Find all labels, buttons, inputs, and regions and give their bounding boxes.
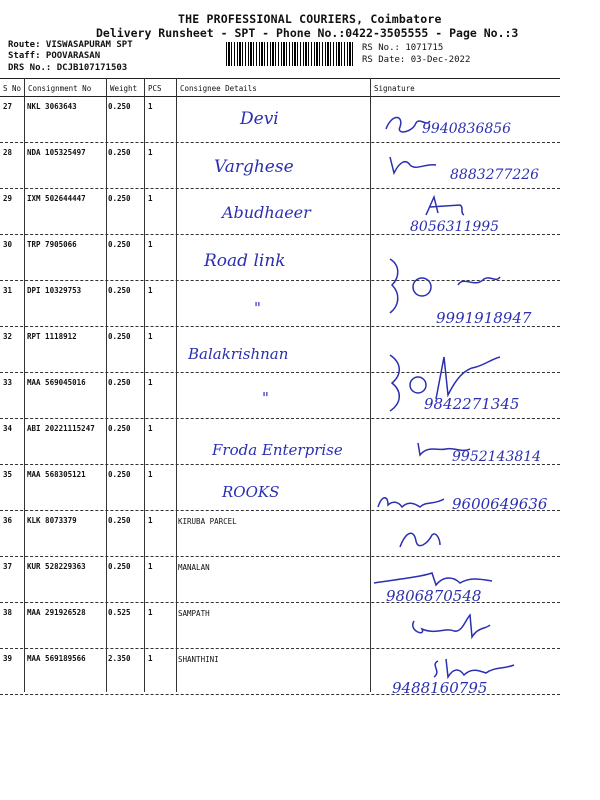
signature-scribble: [396, 525, 442, 553]
handwritten-consignee: Varghese: [214, 157, 294, 177]
route-label: Route: VISWASAPURAM SPT: [8, 40, 133, 50]
row-consignment: TRP 7905066: [27, 240, 77, 249]
row-pcs: 1: [148, 102, 153, 111]
staff-label: Staff: POOVARASAN: [8, 51, 101, 61]
signature-scribble: [428, 655, 518, 681]
row-weight: 0.250: [108, 516, 131, 525]
table-row: [0, 419, 560, 465]
row-consignee: KIRUBA PARCEL: [178, 517, 237, 526]
row-weight: 0.250: [108, 332, 131, 341]
row-sno: 30: [3, 240, 13, 249]
col-sno: S No: [3, 84, 22, 93]
signature-scribble: [386, 151, 438, 177]
col-consignment: Consignment No: [28, 84, 92, 93]
barcode: [226, 42, 354, 66]
handwritten-consignee: Road link: [204, 251, 286, 271]
handwritten-consignee: Froda Enterprise: [212, 441, 343, 459]
table-row: [0, 557, 560, 603]
row-pcs: 1: [148, 516, 153, 525]
row-sno: 38: [3, 608, 13, 617]
row-weight: 0.250: [108, 286, 131, 295]
signature-phone: 9806870548: [386, 587, 482, 605]
row-consignment: ABI 20221115247: [27, 424, 95, 433]
row-weight: 0.250: [108, 562, 131, 571]
signature-scribble: [420, 193, 466, 219]
row-consignment: KUR 528229363: [27, 562, 86, 571]
row-weight: 0.250: [108, 194, 131, 203]
row-consignment: MAA 569189566: [27, 654, 86, 663]
table-row: [0, 143, 560, 189]
signature-scribble: [406, 611, 492, 645]
signature-scribble: [370, 565, 496, 589]
row-consignment: NKL 3063643: [27, 102, 77, 111]
row-pcs: 1: [148, 332, 153, 341]
row-pcs: 1: [148, 608, 153, 617]
table-row: [0, 511, 560, 557]
table-row: [0, 649, 560, 695]
row-consignee: SAMPATH: [178, 609, 210, 618]
row-sno: 34: [3, 424, 13, 433]
row-weight: 0.250: [108, 470, 131, 479]
handwritten-consignee: Balakrishnan: [188, 345, 289, 363]
handwritten-consignee: ": [262, 389, 269, 407]
row-pcs: 1: [148, 470, 153, 479]
col-consignee: Consignee Details: [180, 84, 257, 93]
row-consignment: KLK 8073379: [27, 516, 77, 525]
row-weight: 0.250: [108, 102, 131, 111]
row-sno: 36: [3, 516, 13, 525]
signature-phone: 9991918947: [436, 309, 532, 327]
signature-phone: 9940836856: [422, 121, 512, 137]
row-pcs: 1: [148, 286, 153, 295]
signature-phone: 8056311995: [410, 219, 500, 235]
row-sno: 33: [3, 378, 13, 387]
handwritten-consignee: Abudhaeer: [222, 203, 311, 222]
handwritten-consignee: ROOKS: [222, 483, 280, 501]
row-weight: 0.250: [108, 424, 131, 433]
table-row: [0, 465, 560, 511]
handwritten-consignee: ": [254, 299, 261, 317]
table-row: [0, 97, 560, 143]
row-weight: 0.250: [108, 240, 131, 249]
table-top-rule: [0, 78, 560, 79]
row-pcs: 1: [148, 378, 153, 387]
row-sno: 37: [3, 562, 13, 571]
row-pcs: 1: [148, 562, 153, 571]
signature-phone: 9488160795: [392, 679, 488, 697]
row-pcs: 1: [148, 654, 153, 663]
signature-phone: 8883277226: [450, 167, 540, 183]
row-consignment: RPT 1118912: [27, 332, 77, 341]
row-weight: 2.350: [108, 654, 131, 663]
col-pcs: PCS: [148, 84, 162, 93]
table-row: [0, 189, 560, 235]
row-consignee: MANALAN: [178, 563, 210, 572]
row-sno: 39: [3, 654, 13, 663]
rs-date: RS Date: 03-Dec-2022: [362, 55, 471, 65]
col-signature: Signature: [374, 84, 415, 93]
row-sno: 32: [3, 332, 13, 341]
row-sno: 28: [3, 148, 13, 157]
row-consignment: NDA 105325497: [27, 148, 86, 157]
row-consignment: MAA 569045016: [27, 378, 86, 387]
row-pcs: 1: [148, 424, 153, 433]
drs-label: DRS No.: DCJB107171503: [8, 63, 128, 73]
table-row: [0, 281, 560, 327]
col-weight: Weight: [110, 84, 138, 93]
handwritten-consignee: Devi: [240, 109, 279, 129]
row-consignee: SHANTHINI: [178, 655, 219, 664]
row-weight: 0.250: [108, 378, 131, 387]
row-pcs: 1: [148, 148, 153, 157]
runsheet-subtitle: Delivery Runsheet - SPT - Phone No.:0422-3505555 - Page No.:3: [96, 26, 519, 40]
row-weight: 0.250: [108, 148, 131, 157]
row-sno: 29: [3, 194, 13, 203]
company-title: THE PROFESSIONAL COURIERS, Coimbatore: [178, 12, 442, 26]
row-consignment: MAA 291926528: [27, 608, 86, 617]
signature-phone: 9952143814: [452, 449, 542, 465]
rs-number: RS No.: 1071715: [362, 43, 444, 53]
row-consignment: MAA 568305121: [27, 470, 86, 479]
signature-phone: 9842271345: [424, 395, 520, 413]
signature-phone: 9600649636: [452, 495, 548, 513]
row-weight: 0.525: [108, 608, 131, 617]
row-sno: 27: [3, 102, 13, 111]
table-row: [0, 373, 560, 419]
row-consignment: DPI 10329753: [27, 286, 82, 295]
row-pcs: 1: [148, 194, 153, 203]
row-sno: 31: [3, 286, 13, 295]
row-sno: 35: [3, 470, 13, 479]
row-consignment: IXM 502644447: [27, 194, 86, 203]
table-row: [0, 603, 560, 649]
row-pcs: 1: [148, 240, 153, 249]
